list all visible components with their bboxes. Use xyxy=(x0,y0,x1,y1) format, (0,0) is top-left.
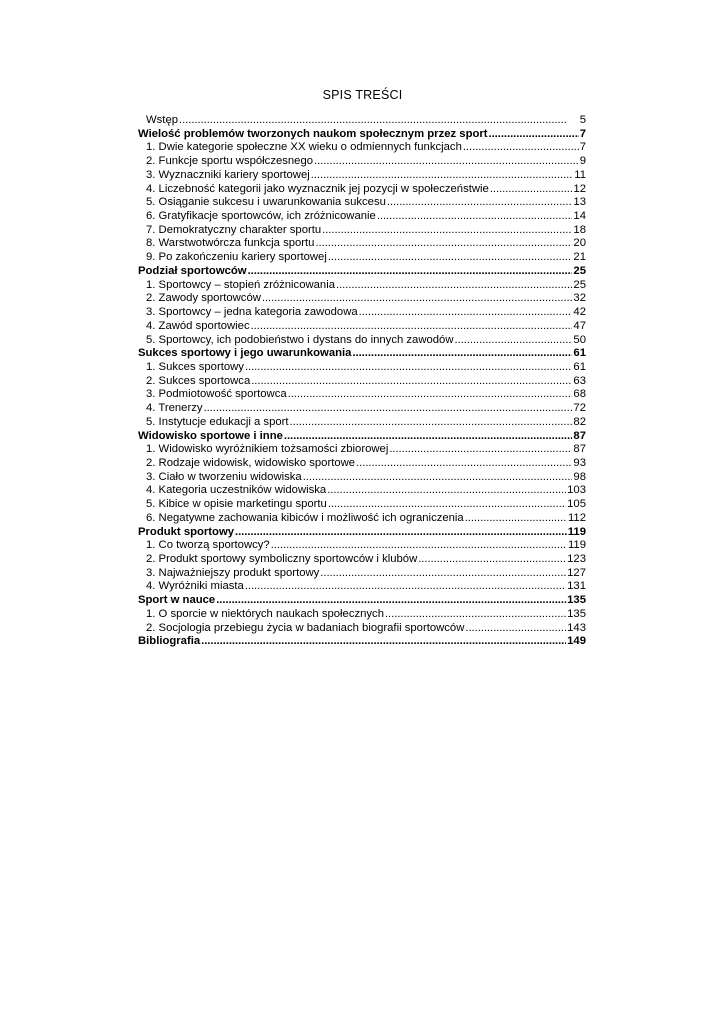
toc-section-row xyxy=(138,306,586,320)
toc-page-number: 11 xyxy=(574,168,586,181)
toc-page-number: 20 xyxy=(573,237,586,250)
toc-page-number: 87 xyxy=(573,443,586,456)
toc-dot-leader xyxy=(463,141,579,155)
table-of-contents xyxy=(138,114,586,649)
toc-page-number: 9 xyxy=(579,155,586,168)
toc-dot-leader xyxy=(328,251,573,265)
toc-entry-title: 5. Kibice w opisie marketingu sportu xyxy=(146,498,327,511)
toc-page-number: 149 xyxy=(567,635,586,648)
toc-entry-title: 1. Sportowcy – stopień zróżnicowania xyxy=(146,278,336,291)
toc-entry-title: 4. Zawód sportowiec xyxy=(146,319,250,332)
toc-dot-leader xyxy=(320,567,566,581)
toc-entry-title: Widowisko sportowe i inne xyxy=(138,429,283,442)
toc-chapter-row xyxy=(138,635,586,649)
toc-entry-title: 4. Liczebność kategorii jako wyznacznik jej pozycji w społeczeństwie xyxy=(146,182,489,195)
toc-section-row xyxy=(138,580,586,594)
toc-chapter-row xyxy=(138,265,586,279)
toc-section-row xyxy=(138,320,586,334)
toc-section-row xyxy=(138,279,586,293)
toc-entry-title: 8. Warstwotwórcza funkcja sportu xyxy=(146,237,315,250)
toc-chapter-row xyxy=(138,430,586,444)
toc-entry-title: Produkt sportowy xyxy=(138,525,235,538)
toc-dot-leader xyxy=(336,279,572,293)
toc-section-row xyxy=(138,169,586,183)
toc-section-row xyxy=(138,237,586,251)
toc-dot-leader xyxy=(352,347,572,361)
toc-dot-leader xyxy=(288,388,573,402)
toc-page-number: 25 xyxy=(573,264,586,277)
toc-page-number: 50 xyxy=(573,333,586,346)
toc-section-row xyxy=(138,141,586,155)
toc-page-number: 14 xyxy=(573,210,586,223)
toc-dot-leader xyxy=(179,114,579,128)
toc-dot-leader xyxy=(271,539,567,553)
toc-dot-leader xyxy=(322,224,572,238)
toc-dot-leader xyxy=(248,265,573,279)
toc-entry-title: 4. Wyróżniki miasta xyxy=(146,580,244,593)
toc-section-row xyxy=(138,292,586,306)
toc-section-row xyxy=(138,622,586,636)
toc-section-row xyxy=(138,471,586,485)
toc-dot-leader xyxy=(251,320,573,334)
toc-page-number: 47 xyxy=(573,319,586,332)
toc-page-number: 135 xyxy=(567,594,586,607)
toc-entry-title: 3. Ciało w tworzeniu widowiska xyxy=(146,470,302,483)
toc-entry-title: 2. Rodzaje widowisk, widowisko sportowe xyxy=(146,456,356,469)
toc-section-row xyxy=(138,183,586,197)
toc-dot-leader xyxy=(314,155,579,169)
toc-dot-leader xyxy=(387,196,573,210)
toc-page-number: 123 xyxy=(567,553,586,565)
toc-chapter-row xyxy=(138,128,586,142)
toc-dot-leader xyxy=(315,237,572,251)
toc-page-number: 63 xyxy=(573,374,586,387)
toc-entry-title: 1. O sporcie w niektórych naukach społecznych xyxy=(146,607,384,620)
toc-page-number: 13 xyxy=(573,196,586,209)
toc-dot-leader xyxy=(465,512,567,526)
toc-page-number: 105 xyxy=(567,498,586,511)
toc-dot-leader xyxy=(290,416,573,430)
toc-dot-leader xyxy=(389,443,572,457)
toc-entry-title: Podział sportowców xyxy=(138,264,247,277)
toc-page-number: 12 xyxy=(573,182,586,195)
toc-dot-leader xyxy=(327,484,566,498)
toc-entry-title: 2. Produkt sportowy symboliczny sportowców i klubów xyxy=(146,553,418,565)
toc-entry-title: Sukces sportowy i jego uwarunkowania xyxy=(138,347,352,360)
toc-section-row xyxy=(138,416,586,430)
toc-section-row xyxy=(138,567,586,581)
toc-page-number: 61 xyxy=(573,347,586,360)
toc-entry-title: 2. Socjologia przebiegu życia w badaniach biografii sportowców xyxy=(146,621,465,634)
toc-page-number: 42 xyxy=(573,306,586,319)
toc-entry-title: Sport w nauce xyxy=(138,594,216,607)
toc-section-row xyxy=(138,498,586,512)
toc-page-number: 119 xyxy=(567,539,586,552)
toc-entry-title: 2. Sukces sportowca xyxy=(146,374,251,387)
toc-page-number: 68 xyxy=(573,388,586,401)
toc-entry-title: 3. Sportowcy – jedna kategoria zawodowa xyxy=(146,306,358,319)
toc-entry-title: 7. Demokratyczny charakter sportu xyxy=(146,223,322,236)
toc-entry-title: 3. Podmiotowość sportowca xyxy=(146,388,287,401)
toc-dot-leader xyxy=(216,594,566,608)
toc-dot-leader xyxy=(359,306,573,320)
toc-page-number: 98 xyxy=(573,470,586,483)
toc-entry-title: 6. Gratyfikacje sportowców, ich zróżnicowanie xyxy=(146,210,376,223)
toc-chapter-row xyxy=(138,347,586,361)
toc-page-number: 103 xyxy=(567,484,586,497)
toc-dot-leader xyxy=(262,292,573,306)
toc-section-row xyxy=(138,539,586,553)
toc-entry-title: 5. Instytucje edukacji a sport xyxy=(146,415,289,428)
toc-entry-title: 5. Osiąganie sukcesu i uwarunkowania sukcesu xyxy=(146,196,386,209)
toc-section-row xyxy=(138,114,586,128)
toc-dot-leader xyxy=(328,498,566,512)
toc-page-number: 82 xyxy=(573,415,586,428)
toc-entry-title: 4. Trenerzy xyxy=(146,402,203,415)
toc-dot-leader xyxy=(385,608,566,622)
toc-section-row xyxy=(138,553,586,567)
toc-dot-leader xyxy=(465,622,566,636)
toc-title: SPIS TREŚCI xyxy=(322,88,403,102)
toc-section-row xyxy=(138,375,586,389)
toc-chapter-row xyxy=(138,526,586,540)
toc-dot-leader xyxy=(455,334,573,348)
toc-entry-title: Wstęp xyxy=(146,114,179,126)
toc-dot-leader xyxy=(311,169,574,183)
toc-page-number: 5 xyxy=(579,114,586,126)
toc-entry-title: 1. Sukces sportowy xyxy=(146,360,244,373)
toc-entry-title: 2. Funkcje sportu współczesnego xyxy=(146,155,314,168)
toc-entry-title: 1. Dwie kategorie społeczne XX wieku o odmiennych funkcjach xyxy=(146,141,462,154)
toc-dot-leader xyxy=(235,526,567,540)
toc-dot-leader xyxy=(284,430,573,444)
toc-dot-leader xyxy=(245,580,566,594)
toc-page-number: 87 xyxy=(573,429,586,442)
toc-section-row xyxy=(138,196,586,210)
toc-page-number: 112 xyxy=(567,511,586,524)
toc-entry-title: Wielość problemów tworzonych naukom społecznym przez sport xyxy=(138,127,488,140)
toc-page-number: 25 xyxy=(573,278,586,291)
toc-page-number: 131 xyxy=(567,580,586,593)
toc-page-number: 143 xyxy=(567,621,586,634)
toc-section-row xyxy=(138,443,586,457)
toc-page-number: 93 xyxy=(573,456,586,469)
toc-section-row xyxy=(138,251,586,265)
toc-entry-title: 9. Po zakończeniu kariery sportowej xyxy=(146,251,327,264)
toc-section-row xyxy=(138,512,586,526)
toc-page-number: 21 xyxy=(573,251,586,264)
toc-page-number: 61 xyxy=(573,360,586,373)
toc-entry-title: 6. Negatywne zachowania kibiców i możliwość ich ograniczenia xyxy=(146,511,464,524)
toc-page-number: 7 xyxy=(579,141,586,154)
toc-section-row xyxy=(138,457,586,471)
toc-section-row xyxy=(138,608,586,622)
toc-page-number: 119 xyxy=(567,525,586,538)
toc-section-row xyxy=(138,484,586,498)
toc-entry-title: 1. Widowisko wyróżnikiem tożsamości zbiorowej xyxy=(146,443,389,456)
toc-page-number: 127 xyxy=(567,566,586,579)
toc-entry-title: 5. Sportowcy, ich podobieństwo i dystans do innych zawodów xyxy=(146,333,454,346)
toc-dot-leader xyxy=(418,553,566,567)
toc-section-row xyxy=(138,210,586,224)
toc-entry-title: 1. Co tworzą sportowcy? xyxy=(146,539,270,552)
toc-section-row xyxy=(138,361,586,375)
toc-entry-title: 4. Kategoria uczestników widowiska xyxy=(146,484,327,497)
toc-entry-title: 2. Zawody sportowców xyxy=(146,292,261,305)
toc-section-row xyxy=(138,402,586,416)
toc-dot-leader xyxy=(245,361,572,375)
toc-page-number: 7 xyxy=(579,127,586,140)
toc-dot-leader xyxy=(489,128,579,142)
toc-dot-leader xyxy=(251,375,572,389)
toc-entry-title: 3. Wyznaczniki kariery sportowej xyxy=(146,168,310,181)
toc-section-row xyxy=(138,155,586,169)
toc-dot-leader xyxy=(303,471,573,485)
toc-chapter-row xyxy=(138,594,586,608)
toc-dot-leader xyxy=(204,402,573,416)
toc-section-row xyxy=(138,224,586,238)
toc-dot-leader xyxy=(490,183,573,197)
toc-dot-leader xyxy=(201,635,566,649)
toc-entry-title: 3. Najważniejszy produkt sportowy xyxy=(146,566,320,579)
toc-page-number: 18 xyxy=(573,223,586,236)
toc-page-number: 72 xyxy=(573,402,586,415)
toc-page-number: 32 xyxy=(573,292,586,305)
toc-entry-title: Bibliografia xyxy=(138,635,201,648)
toc-page-number: 135 xyxy=(567,607,586,620)
toc-dot-leader xyxy=(356,457,572,471)
toc-section-row xyxy=(138,334,586,348)
toc-section-row xyxy=(138,388,586,402)
toc-dot-leader xyxy=(377,210,573,224)
